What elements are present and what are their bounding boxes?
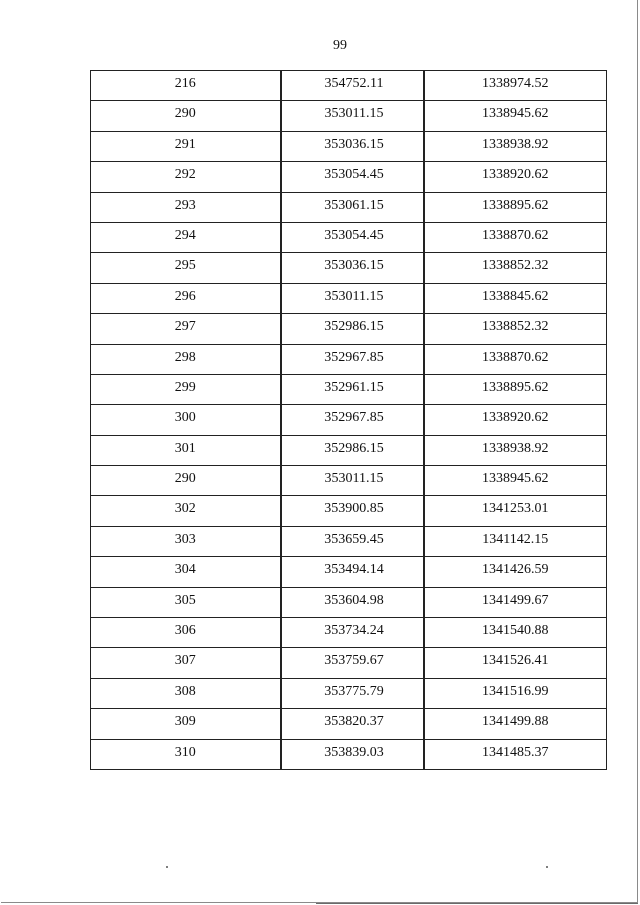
point-number-cell: 307 xyxy=(91,648,281,678)
table-row xyxy=(91,466,607,496)
point-number-cell: 299 xyxy=(91,374,281,404)
x-coordinate-cell: 353054.45 xyxy=(281,222,424,252)
table-row xyxy=(91,405,607,435)
table-row xyxy=(91,678,607,708)
point-number-cell: 309 xyxy=(91,709,281,739)
table-row xyxy=(91,648,607,678)
x-coordinate-cell: 353820.37 xyxy=(281,709,424,739)
x-coordinate-cell: 354752.11 xyxy=(281,71,424,101)
point-number-cell: 290 xyxy=(91,466,281,496)
point-number-cell: 310 xyxy=(91,739,281,769)
table-row xyxy=(91,496,607,526)
table-row xyxy=(91,618,607,648)
y-coordinate-cell: 1341526.41 xyxy=(424,648,607,678)
table-row xyxy=(91,192,607,222)
point-number-cell: 216 xyxy=(91,71,281,101)
x-coordinate-cell: 353900.85 xyxy=(281,496,424,526)
x-coordinate-cell: 353734.24 xyxy=(281,618,424,648)
table-row xyxy=(91,587,607,617)
y-coordinate-cell: 1338895.62 xyxy=(424,374,607,404)
y-coordinate-cell: 1341142.15 xyxy=(424,526,607,556)
x-coordinate-cell: 353759.67 xyxy=(281,648,424,678)
point-number-cell: 294 xyxy=(91,222,281,252)
y-coordinate-cell: 1338895.62 xyxy=(424,192,607,222)
table-row xyxy=(91,374,607,404)
x-coordinate-cell: 353494.14 xyxy=(281,557,424,587)
point-number-cell: 302 xyxy=(91,496,281,526)
point-number-cell: 303 xyxy=(91,526,281,556)
table-row xyxy=(91,709,607,739)
table-row xyxy=(91,526,607,556)
scan-speck xyxy=(166,866,168,868)
scan-edge-line xyxy=(316,903,638,904)
x-coordinate-cell: 353011.15 xyxy=(281,466,424,496)
y-coordinate-cell: 1341516.99 xyxy=(424,678,607,708)
table-row xyxy=(91,314,607,344)
y-coordinate-cell: 1338945.62 xyxy=(424,466,607,496)
y-coordinate-cell: 1338852.32 xyxy=(424,253,607,283)
point-number-cell: 306 xyxy=(91,618,281,648)
x-coordinate-cell: 352967.85 xyxy=(281,405,424,435)
point-number-cell: 292 xyxy=(91,162,281,192)
y-coordinate-cell: 1338870.62 xyxy=(424,344,607,374)
x-coordinate-cell: 353036.15 xyxy=(281,253,424,283)
table-row xyxy=(91,344,607,374)
point-number-cell: 300 xyxy=(91,405,281,435)
y-coordinate-cell: 1341485.37 xyxy=(424,739,607,769)
x-coordinate-cell: 353659.45 xyxy=(281,526,424,556)
table-row xyxy=(91,71,607,101)
y-coordinate-cell: 1341426.59 xyxy=(424,557,607,587)
point-number-cell: 308 xyxy=(91,678,281,708)
point-number-cell: 305 xyxy=(91,587,281,617)
y-coordinate-cell: 1341253.01 xyxy=(424,496,607,526)
page-number: 99 xyxy=(333,38,347,53)
x-coordinate-cell: 352986.15 xyxy=(281,435,424,465)
point-number-cell: 293 xyxy=(91,192,281,222)
y-coordinate-cell: 1338870.62 xyxy=(424,222,607,252)
y-coordinate-cell: 1338920.62 xyxy=(424,405,607,435)
point-number-cell: 301 xyxy=(91,435,281,465)
point-number-cell: 298 xyxy=(91,344,281,374)
x-coordinate-cell: 353011.15 xyxy=(281,101,424,131)
table-row xyxy=(91,435,607,465)
x-coordinate-cell: 353839.03 xyxy=(281,739,424,769)
x-coordinate-cell: 353775.79 xyxy=(281,678,424,708)
table-row xyxy=(91,557,607,587)
x-coordinate-cell: 353061.15 xyxy=(281,192,424,222)
point-number-cell: 297 xyxy=(91,314,281,344)
table-row xyxy=(91,101,607,131)
scan-speck xyxy=(546,866,548,868)
coordinates-table-body xyxy=(91,71,607,770)
x-coordinate-cell: 353604.98 xyxy=(281,587,424,617)
table-row xyxy=(91,131,607,161)
x-coordinate-cell: 352967.85 xyxy=(281,344,424,374)
y-coordinate-cell: 1338938.92 xyxy=(424,435,607,465)
y-coordinate-cell: 1338938.92 xyxy=(424,131,607,161)
y-coordinate-cell: 1341540.88 xyxy=(424,618,607,648)
y-coordinate-cell: 1338974.52 xyxy=(424,71,607,101)
y-coordinate-cell: 1341499.88 xyxy=(424,709,607,739)
point-number-cell: 290 xyxy=(91,101,281,131)
point-number-cell: 291 xyxy=(91,131,281,161)
x-coordinate-cell: 352986.15 xyxy=(281,314,424,344)
x-coordinate-cell: 353011.15 xyxy=(281,283,424,313)
x-coordinate-cell: 352961.15 xyxy=(281,374,424,404)
x-coordinate-cell: 353036.15 xyxy=(281,131,424,161)
table-row xyxy=(91,283,607,313)
y-coordinate-cell: 1338945.62 xyxy=(424,101,607,131)
y-coordinate-cell: 1338852.32 xyxy=(424,314,607,344)
coordinates-table xyxy=(90,70,607,770)
point-number-cell: 304 xyxy=(91,557,281,587)
point-number-cell: 296 xyxy=(91,283,281,313)
y-coordinate-cell: 1341499.67 xyxy=(424,587,607,617)
table-row xyxy=(91,253,607,283)
y-coordinate-cell: 1338845.62 xyxy=(424,283,607,313)
table-row xyxy=(91,162,607,192)
table-row xyxy=(91,739,607,769)
x-coordinate-cell: 353054.45 xyxy=(281,162,424,192)
y-coordinate-cell: 1338920.62 xyxy=(424,162,607,192)
table-row xyxy=(91,222,607,252)
point-number-cell: 295 xyxy=(91,253,281,283)
